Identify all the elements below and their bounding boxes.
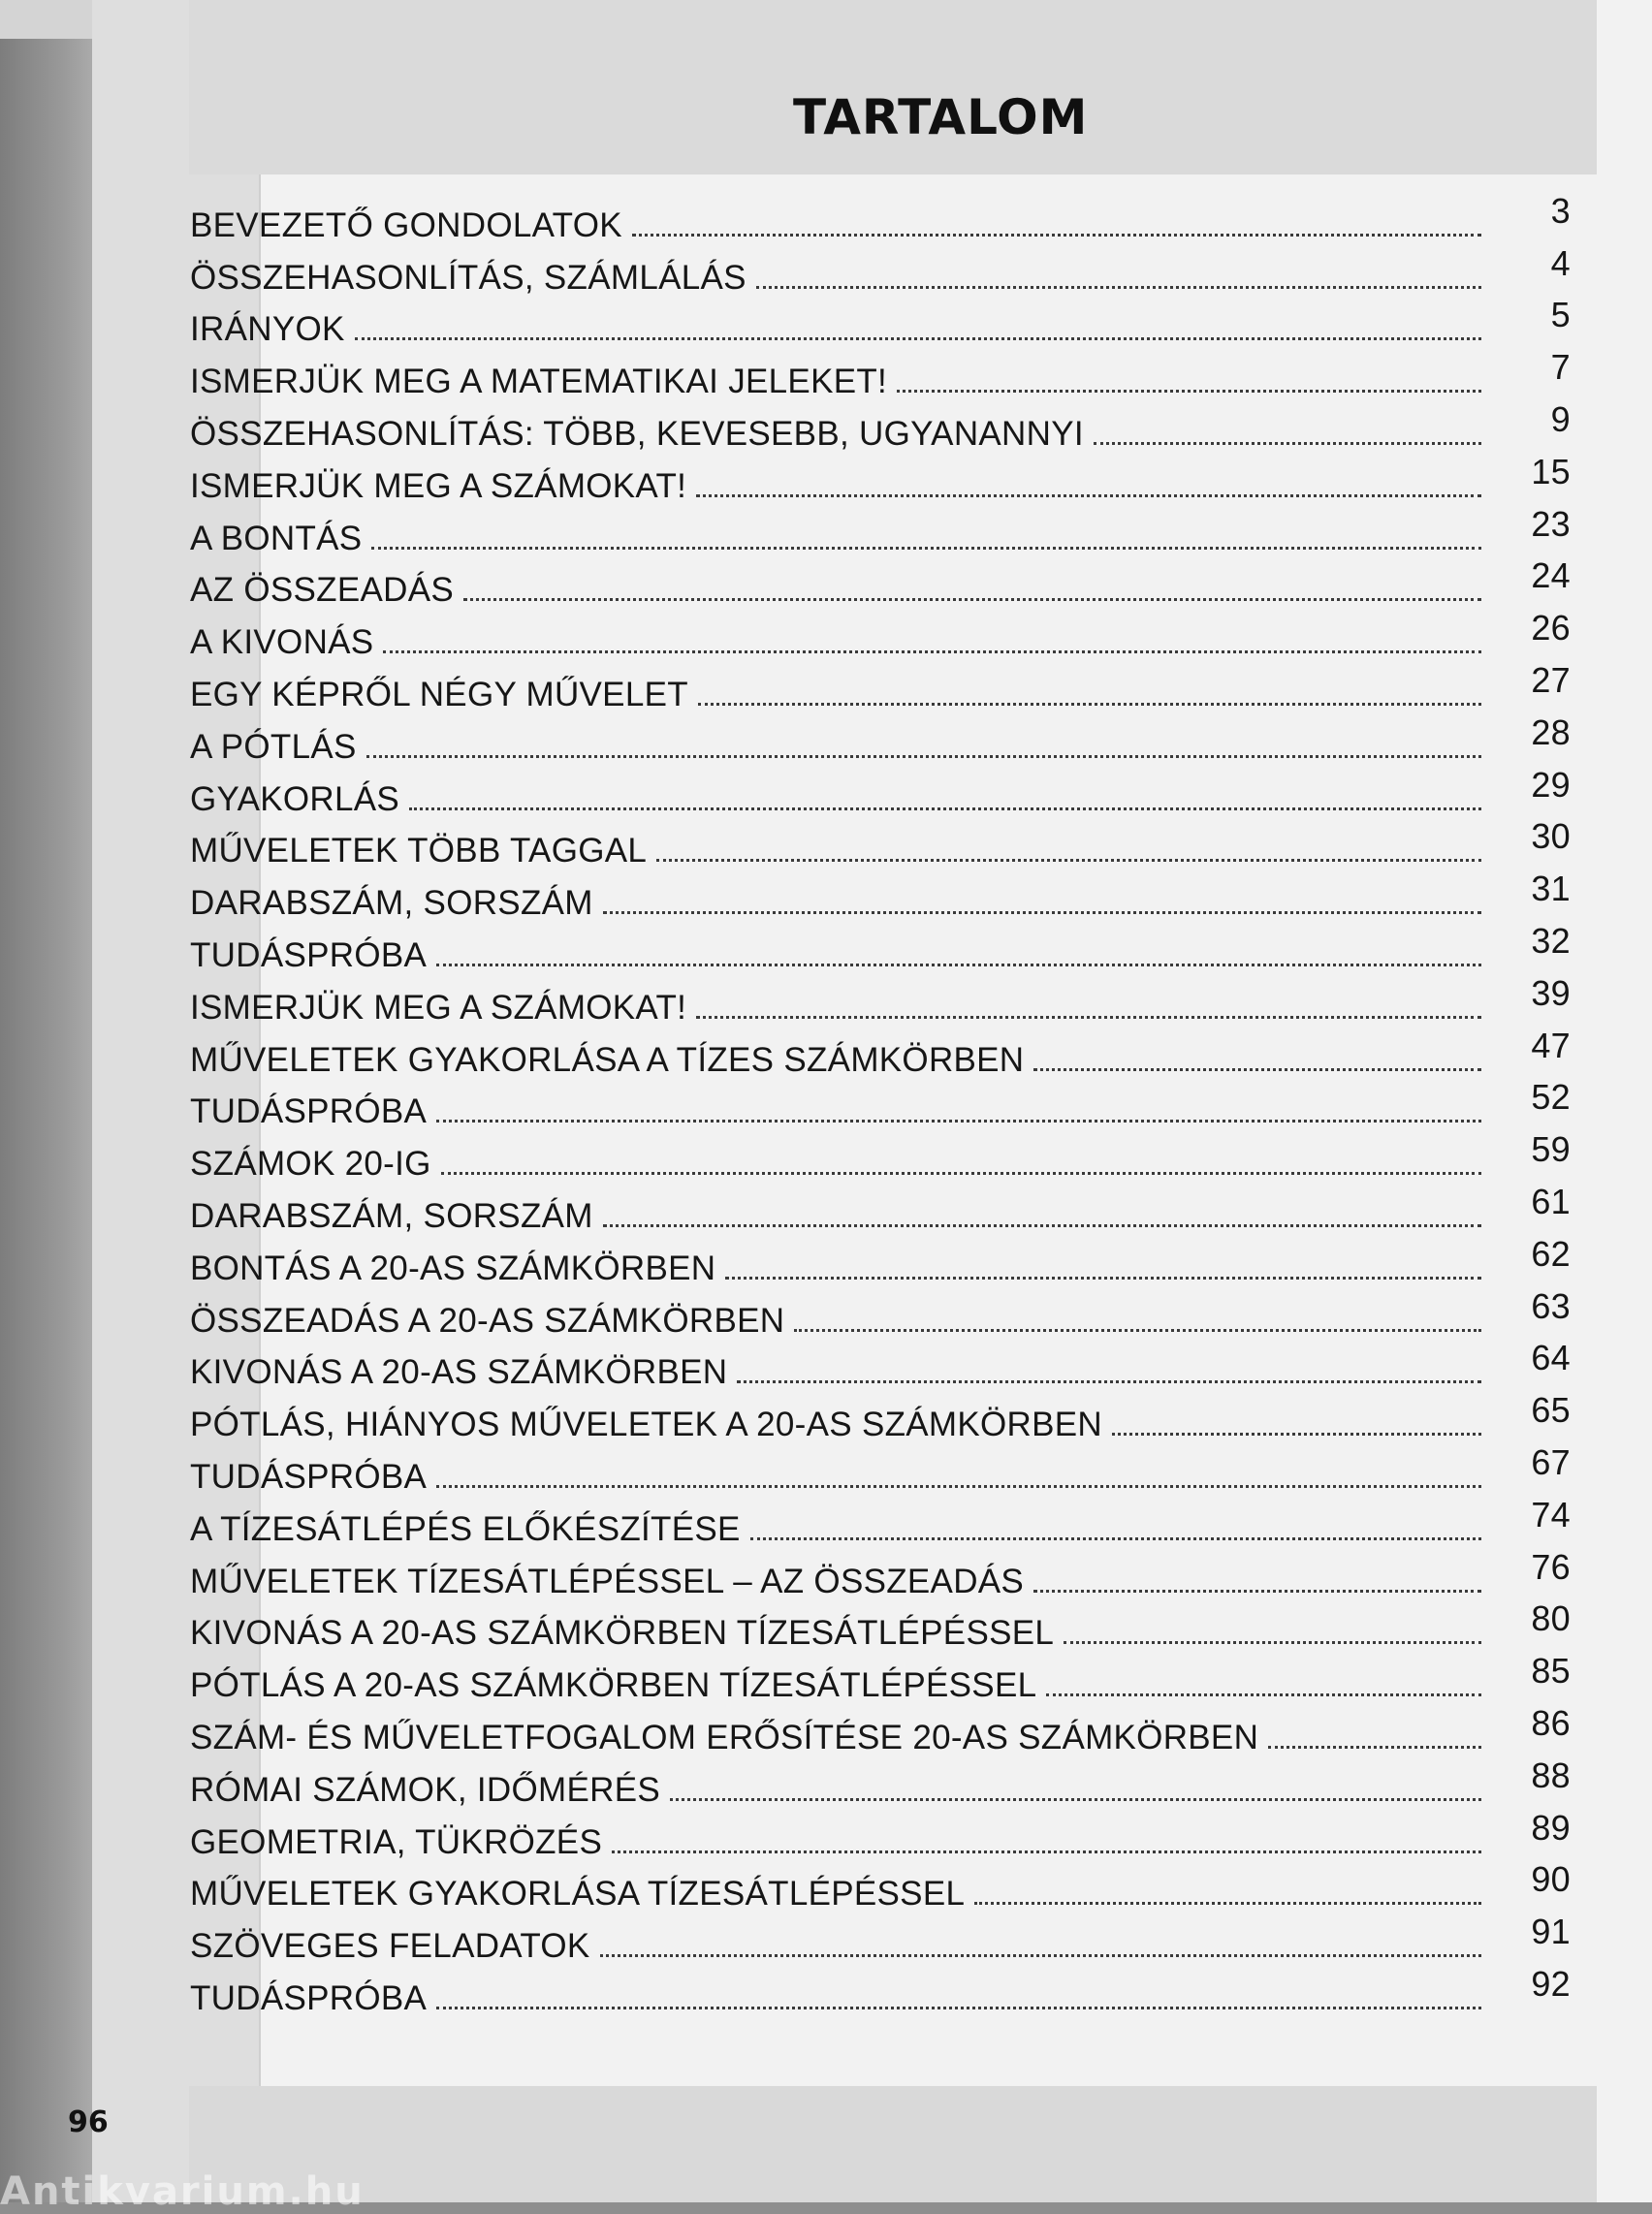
toc-leader-dots [603,1217,1481,1227]
toc-entry-page: 61 [1531,1181,1571,1221]
toc-leader-dots [1268,1738,1481,1749]
toc-entry-page: 39 [1531,972,1571,1013]
toc-leader-dots [725,1269,1481,1280]
toc-entry-title: KIVONÁS A 20-AS SZÁMKÖRBEN [190,1353,728,1392]
toc-entry-title: A BONTÁS [190,519,363,557]
toc-leader-dots [750,1530,1481,1540]
toc-entry-title: SZÖVEGES FELADATOK [190,1927,590,1966]
toc-entry [190,242,1571,295]
toc-entry [190,1807,1571,1859]
toc-entry-title: ISMERJÜK MEG A SZÁMOKAT! [190,988,687,1027]
toc-entry-page: 29 [1531,764,1571,805]
toc-entry-page: 86 [1531,1702,1571,1743]
toc-leader-dots [897,382,1481,393]
toc-entry-page: 5 [1550,295,1571,335]
toc-leader-dots [436,1999,1481,2009]
toc-entry-title: PÓTLÁS A 20-AS SZÁMKÖRBEN TÍZESÁTLÉPÉSSEL [190,1666,1037,1705]
toc-entry-title: MŰVELETEK TÖBB TAGGAL [190,832,648,870]
toc-entry [190,1963,1571,2015]
toc-entry-page: 85 [1531,1651,1571,1692]
toc-entry [190,1025,1571,1077]
toc-entry-page: 74 [1531,1494,1571,1534]
toc-entry-page: 47 [1531,1025,1571,1065]
toc-entry [190,868,1571,923]
toc-entry-title: TUDÁSPRÓBA [190,1092,428,1131]
toc-entry-page: 9 [1550,398,1571,439]
toc-leader-dots [441,1164,1481,1175]
toc-entry-title: TUDÁSPRÓBA [190,1978,428,2017]
toc-entry-title: AZ ÖSSZEADÁS [190,571,454,610]
toc-entry-page: 59 [1531,1129,1571,1170]
toc-leader-dots [1046,1686,1481,1696]
toc-entry-page: 3 [1550,190,1571,231]
toc-entry [190,1441,1571,1494]
toc-entry-title: TUDÁSPRÓBA [190,1457,428,1496]
toc-entry [190,1546,1571,1598]
toc-entry-page: 7 [1550,347,1571,388]
header-band [189,0,1597,174]
toc-leader-dots [436,1477,1481,1488]
toc-entry-title: DARABSZÁM, SORSZÁM [190,1196,593,1235]
toc-entry-title: EGY KÉPRŐL NÉGY MŰVELET [190,675,688,713]
toc-entry-page: 26 [1531,608,1571,648]
toc-entry [190,1233,1571,1285]
toc-entry-title: A PÓTLÁS [190,727,357,766]
background-left [0,0,107,2202]
toc-leader-dots [409,800,1481,810]
toc-leader-dots [1094,434,1481,445]
toc-entry [190,1285,1571,1338]
toc-entry-page: 91 [1531,1912,1571,1952]
toc-entry [190,190,1571,242]
toc-entry-page: 63 [1531,1285,1571,1326]
toc-entry-page: 64 [1531,1338,1571,1378]
toc-entry-page: 80 [1531,1598,1571,1639]
toc-leader-dots [698,695,1481,706]
toc-entry [190,1859,1571,1912]
toc-entry-title: ISMERJÜK MEG A MATEMATIKAI JELEKET! [190,363,888,401]
toc-entry-title: DARABSZÁM, SORSZÁM [190,884,593,923]
toc-entry-page: 32 [1531,920,1571,961]
toc-entry [190,1911,1571,1966]
toc-entry-page: 31 [1531,869,1571,909]
toc-entry [190,764,1571,816]
toc-entry-title: ISMERJÜK MEG A SZÁMOKAT! [190,466,687,505]
toc-entry-title: GEOMETRIA, TÜKRÖZÉS [190,1822,603,1861]
toc-entry-title: A KIVONÁS [190,623,374,662]
toc-entry-page: 23 [1531,503,1571,544]
page-number: 96 [68,2105,109,2139]
toc-entry-title: BONTÁS A 20-AS SZÁMKÖRBEN [190,1249,716,1287]
toc-entry [190,972,1571,1025]
table-of-contents [190,190,1571,2015]
toc-entry [190,295,1571,347]
toc-leader-dots [355,330,1481,340]
toc-entry-title: SZÁMOK 20-IG [190,1145,431,1184]
toc-entry-title: KIVONÁS A 20-AS SZÁMKÖRBEN TÍZESÁTLÉPÉSSEL [190,1614,1055,1653]
toc-entry [190,920,1571,972]
toc-entry [190,555,1571,608]
toc-leader-dots [1112,1425,1481,1436]
toc-entry-page: 27 [1531,659,1571,700]
toc-leader-dots [756,278,1481,289]
toc-entry-title: ÖSSZEHASONLÍTÁS: TÖBB, KEVESEBB, UGYANANNYI [190,414,1084,453]
toc-leader-dots [366,747,1481,758]
toc-entry-page: 24 [1531,555,1571,596]
toc-entry-title: MŰVELETEK TÍZESÁTLÉPÉSSEL – AZ ÖSSZEADÁS [190,1562,1025,1600]
toc-entry-title: A TÍZESÁTLÉPÉS ELŐKÉSZÍTÉSE [190,1509,741,1548]
watermark-text: Antikvarium.hu [0,2169,365,2214]
toc-entry-title: RÓMAI SZÁMOK, IDŐMÉRÉS [190,1770,660,1809]
toc-leader-dots [670,1790,1481,1801]
toc-entry-title: MŰVELETEK GYAKORLÁSA TÍZESÁTLÉPÉSSEL [190,1875,966,1914]
toc-entry [190,451,1571,503]
toc-leader-dots [612,1843,1481,1853]
toc-entry-page: 89 [1531,1807,1571,1848]
toc-leader-dots [1033,1060,1481,1071]
toc-entry-page: 30 [1531,816,1571,857]
toc-leader-dots [696,1008,1481,1019]
toc-entry-title: ÖSSZEHASONLÍTÁS, SZÁMLÁLÁS [190,258,747,297]
toc-entry-page: 92 [1531,1963,1571,2004]
toc-entry-title: PÓTLÁS, HIÁNYOS MŰVELETEK A 20-AS SZÁMKÖRBEN [190,1406,1102,1444]
toc-leader-dots [463,590,1481,601]
toc-leader-dots [436,1112,1481,1123]
toc-entry-page: 90 [1531,1859,1571,1900]
toc-entry-title: ÖSSZEADÁS A 20-AS SZÁMKÖRBEN [190,1301,785,1340]
toc-entry-title: MŰVELETEK GYAKORLÁSA A TÍZES SZÁMKÖRBEN [190,1040,1025,1079]
toc-leader-dots [383,643,1481,653]
toc-entry-page: 65 [1531,1390,1571,1431]
toc-leader-dots [737,1373,1481,1383]
toc-leader-dots [600,1946,1481,1957]
toc-entry [190,712,1571,764]
toc-leader-dots [696,487,1481,497]
page-title: TARTALOM [793,89,1089,145]
toc-entry [190,1598,1571,1651]
toc-entry [190,1494,1571,1546]
toc-entry [190,1077,1571,1129]
toc-entry [190,1389,1571,1444]
toc-leader-dots [1064,1633,1481,1644]
toc-leader-dots [371,539,1481,550]
toc-leader-dots [436,956,1481,966]
toc-entry-title: BEVEZETŐ GONDOLATOK [190,206,622,244]
toc-leader-dots [974,1894,1481,1905]
toc-entry-title: GYAKORLÁS [190,779,400,818]
toc-entry-page: 52 [1531,1077,1571,1118]
toc-entry [190,1338,1571,1390]
toc-leader-dots [794,1321,1481,1332]
toc-entry-page: 28 [1531,712,1571,752]
toc-entry [190,607,1571,662]
toc-entry [190,503,1571,555]
toc-entry-page: 4 [1550,242,1571,283]
toc-entry [190,346,1571,401]
toc-entry-title: SZÁM- ÉS MŰVELETFOGALOM ERŐSÍTÉSE 20-AS SZÁMKÖRBEN [190,1718,1259,1756]
toc-leader-dots [632,226,1481,237]
toc-entry [190,398,1571,451]
toc-leader-dots [656,851,1481,862]
footer-band [189,2086,1597,2202]
toc-entry-page: 88 [1531,1755,1571,1795]
toc-leader-dots [1033,1582,1481,1593]
toc-entry [190,1181,1571,1233]
toc-entry [190,1650,1571,1705]
toc-entry-page: 76 [1531,1546,1571,1587]
toc-entry-title: TUDÁSPRÓBA [190,935,428,974]
toc-leader-dots [603,903,1481,914]
toc-entry-page: 67 [1531,1441,1571,1482]
toc-entry [190,1755,1571,1807]
toc-entry [190,1128,1571,1184]
toc-entry-title: IRÁNYOK [190,310,345,349]
toc-entry-page: 62 [1531,1233,1571,1274]
toc-entry [190,816,1571,869]
toc-entry [190,659,1571,712]
toc-entry-page: 15 [1531,451,1571,491]
toc-entry [190,1702,1571,1755]
